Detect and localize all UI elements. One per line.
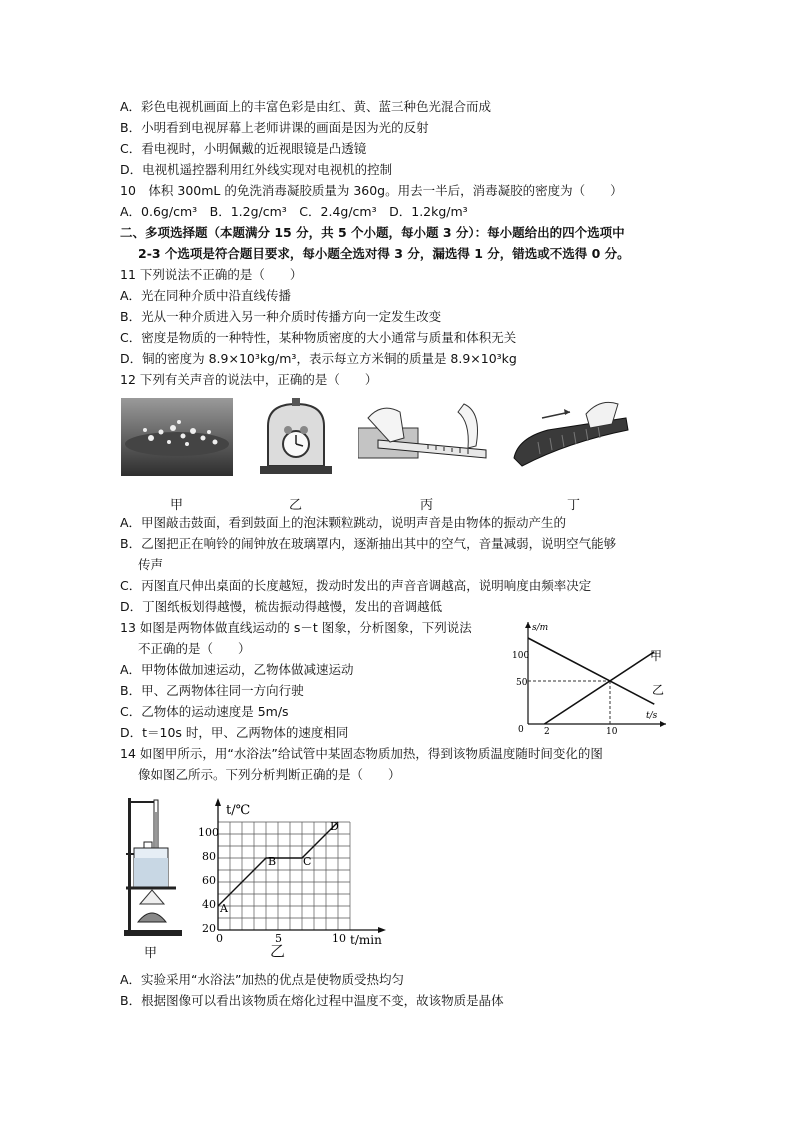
q13-option-c: C．乙物体的运动速度是 5m/s xyxy=(120,704,289,719)
point-a-label: A xyxy=(220,902,228,915)
q9-option-c: C．看电视时，小明佩戴的近视眼镜是凸透镜 xyxy=(120,141,367,156)
series-label-yi: 乙 xyxy=(652,683,665,697)
q12-stem: 12 下列有关声音的说法中，正确的是（ ） xyxy=(120,372,378,387)
point-b-label: B xyxy=(268,855,277,868)
point-c-label: C xyxy=(303,855,312,868)
q12-option-a: A．甲图敲击鼓面，看到鼓面上的泡沫颗粒跳动，说明声音是由物体的振动产生的 xyxy=(120,515,567,530)
q14-option-a: A．实验采用“水浴法”加热的优点是使物质受热均匀 xyxy=(120,972,405,987)
tick-10: 10 xyxy=(606,727,618,736)
series-line-yi xyxy=(528,638,654,704)
fig-caption-q14-jia: 甲 xyxy=(144,946,158,961)
temperature-time-graph xyxy=(196,796,396,964)
y-unit-label: s/m xyxy=(532,623,549,633)
q13-stem-cont: 不正确的是（ ） xyxy=(138,641,251,656)
q11-option-d: D．铜的密度为 8.9×10³kg/m³，表示每立方米铜的质量是 8.9×10³kg xyxy=(120,351,517,366)
q13-option-d: D．t＝10s 时，甲、乙两物体的速度相同 xyxy=(120,725,349,740)
q10-options: A．0.6g/cm³ B．1.2g/cm³ C．2.4g/cm³ D．1.2kg/m³ xyxy=(120,204,468,219)
x-tick-5: 5 xyxy=(275,932,282,945)
y-tick-100: 100 xyxy=(198,826,219,839)
x-tick-0: 0 xyxy=(216,932,223,945)
q12-option-b: B．乙图把正在响铃的闹钟放在玻璃罩内，逐渐抽出其中的空气，音量减弱，说明空气能够 xyxy=(120,536,617,551)
tick-100: 100 xyxy=(512,651,530,661)
q12-option-d: D．丁图纸板划得越慢，梳齿振动得越慢，发出的音调越低 xyxy=(120,599,443,614)
bell-jar-clock-figure xyxy=(256,398,336,478)
graph-grid xyxy=(218,822,350,930)
q14-stem: 14 如图甲所示，用“水浴法”给试管中某固态物质加热，得到该物质温度随时间变化的图 xyxy=(120,746,603,761)
q9-option-a: A．彩色电视机画面上的丰富色彩是由红、黄、蓝三种色光混合而成 xyxy=(120,99,492,114)
fig-caption-bing: 丙 xyxy=(420,498,434,513)
q9-option-d: D．电视机遥控器利用红外线实现对电视机的控制 xyxy=(120,162,393,177)
ruler-table-figure xyxy=(358,398,488,478)
q14-stem-cont: 像如图乙所示。下列分析判断正确的是（ ） xyxy=(138,767,401,782)
tick-2: 2 xyxy=(544,727,550,736)
fig-caption-jia: 甲 xyxy=(170,498,184,513)
x-unit-label: t/s xyxy=(646,711,658,721)
q10-stem: 10 体积 300mL 的免洗消毒凝胶质量为 360g。用去一半后，消毒凝胶的密度为（ ） xyxy=(120,183,623,198)
q11-stem: 11 下列说法不正确的是（ ） xyxy=(120,267,303,282)
series-label-jia: 甲 xyxy=(650,649,663,663)
s-t-graph xyxy=(508,618,680,736)
fig-caption-q14-yi: 乙 xyxy=(270,942,286,960)
q9-option-b: B．小明看到电视屏幕上老师讲课的画面是因为光的反射 xyxy=(120,120,429,135)
x-tick-10: 10 xyxy=(332,932,346,945)
drum-foam-figure xyxy=(121,398,233,476)
q13-option-b: B．甲、乙两物体往同一方向行驶 xyxy=(120,683,304,698)
y-tick-80: 80 xyxy=(202,850,216,863)
q13-option-a: A．甲物体做加速运动，乙物体做减速运动 xyxy=(120,662,354,677)
section2-heading-line1: 二、多项选择题（本题满分 15 分，共 5 个小题，每小题 3 分）：每小题给出的四个选项中 xyxy=(120,225,625,240)
y-unit-label: t/℃ xyxy=(226,803,251,818)
point-d-label: D xyxy=(330,820,339,833)
comb-cardboard-figure xyxy=(508,398,630,478)
series-line-jia xyxy=(544,652,654,724)
q12-option-c: C．丙图直尺伸出桌面的长度越短，拨动时发出的声音音调越高，说明响度由频率决定 xyxy=(120,578,592,593)
q12-option-b-cont: 传声 xyxy=(138,557,164,572)
section2-heading-line2: 2-3 个选项是符合题目要求，每小题全选对得 3 分，漏选得 1 分，错选或不选得 0 分。 xyxy=(138,246,630,261)
fig-caption-ding: 丁 xyxy=(567,498,581,513)
q11-option-b: B．光从一种介质进入另一种介质时传播方向一定发生改变 xyxy=(120,309,442,324)
x-unit-label: t/min xyxy=(350,933,382,947)
fig-caption-yi: 乙 xyxy=(289,498,303,513)
y-tick-20: 20 xyxy=(202,922,216,935)
q13-stem: 13 如图是两物体做直线运动的 s－t 图象，分析图象，下列说法 xyxy=(120,620,472,635)
q11-option-c: C．密度是物质的一种特性，某种物质密度的大小通常与质量和体积无关 xyxy=(120,330,517,345)
water-bath-apparatus-figure xyxy=(118,792,188,942)
q14-option-b: B．根据图像可以看出该物质在熔化过程中温度不变，故该物质是晶体 xyxy=(120,993,504,1008)
y-tick-40: 40 xyxy=(202,898,216,911)
tick-0: 0 xyxy=(518,725,524,735)
y-tick-60: 60 xyxy=(202,874,216,887)
q11-option-a: A．光在同种介质中沿直线传播 xyxy=(120,288,292,303)
tick-50: 50 xyxy=(516,678,528,688)
